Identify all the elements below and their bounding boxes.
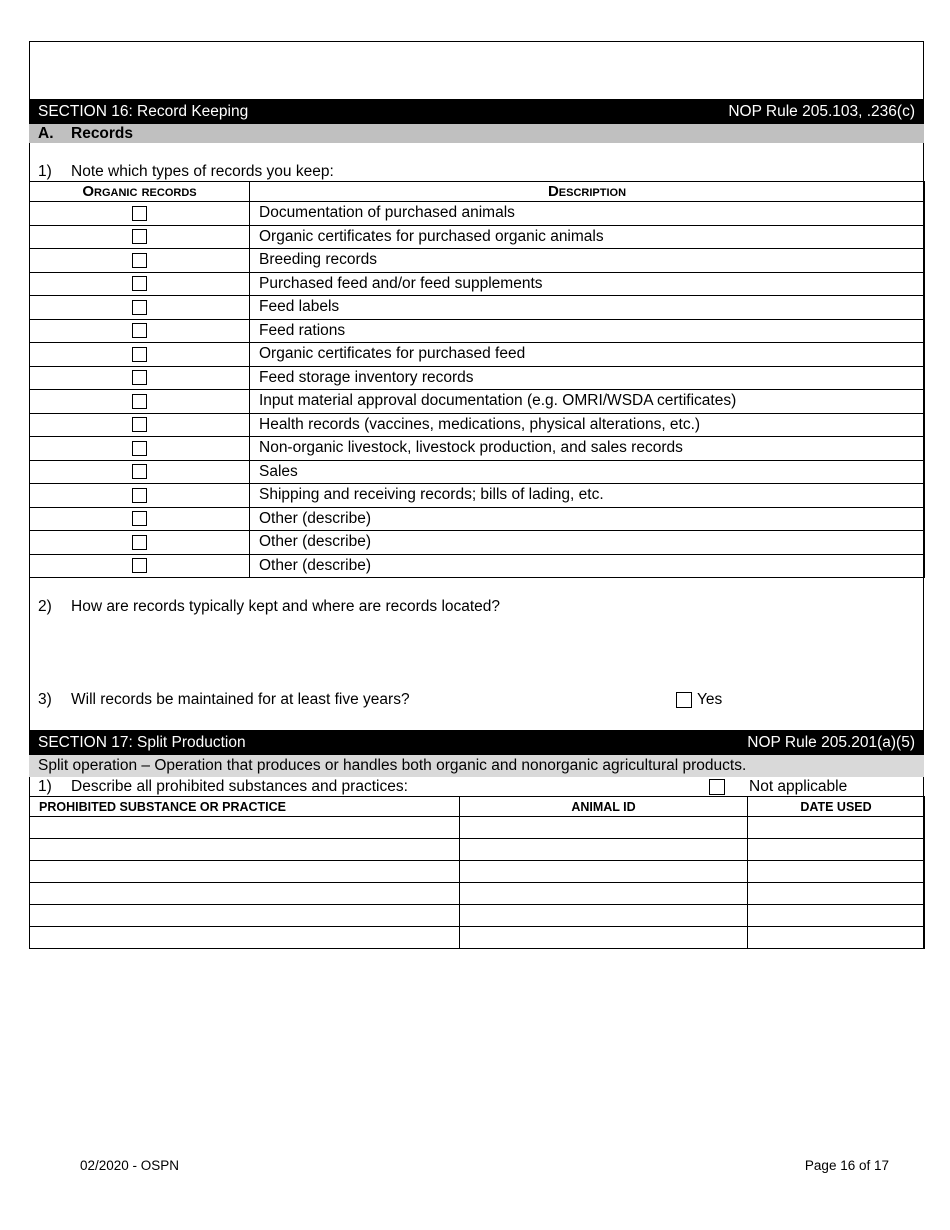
prohibited-substances-table xyxy=(29,796,925,949)
record-description: Feed rations xyxy=(250,319,925,343)
record-description: Non-organic livestock, livestock production, and sales records xyxy=(250,437,925,461)
record-row xyxy=(30,460,925,484)
record-checkbox[interactable] xyxy=(132,323,147,338)
record-row xyxy=(30,249,925,273)
prohibited-substance-cell[interactable] xyxy=(30,927,460,949)
split-question-1 xyxy=(38,778,408,796)
question-3-number: 3) xyxy=(38,691,52,708)
record-description: Feed storage inventory records xyxy=(250,366,925,390)
animal-id-cell[interactable] xyxy=(460,861,748,883)
record-checkbox[interactable] xyxy=(132,300,147,315)
record-checkbox[interactable] xyxy=(132,488,147,503)
record-checkbox[interactable] xyxy=(132,511,147,526)
records-sub-letter: A. xyxy=(38,124,54,142)
record-checkbox[interactable] xyxy=(132,464,147,479)
record-checkbox-cell xyxy=(30,554,250,578)
date-used-cell[interactable] xyxy=(748,927,925,949)
col-prohibited-substance: PROHIBITED SUBSTANCE OR PRACTICE xyxy=(30,797,460,817)
animal-id-cell[interactable] xyxy=(460,927,748,949)
prohibited-substance-cell[interactable] xyxy=(30,861,460,883)
prohibited-substance-cell[interactable] xyxy=(30,839,460,861)
records-table xyxy=(29,181,925,578)
footer-date: 02/2020 - OSPN xyxy=(80,1158,180,1173)
record-checkbox-cell xyxy=(30,484,250,508)
record-checkbox-cell xyxy=(30,343,250,367)
section-17-rule: NOP Rule 205.201(a)(5) xyxy=(747,733,915,751)
animal-id-cell[interactable] xyxy=(460,905,748,927)
section-16-title: SECTION 16: Record Keeping xyxy=(38,102,249,120)
record-row xyxy=(30,343,925,367)
prohibited-table-header xyxy=(30,797,925,817)
date-used-cell[interactable] xyxy=(748,905,925,927)
record-row xyxy=(30,225,925,249)
record-checkbox[interactable] xyxy=(132,206,147,221)
question-3-text: Will records be maintained for at least five years? xyxy=(71,691,410,708)
prohibited-row xyxy=(30,883,925,905)
section-17-title: SECTION 17: Split Production xyxy=(38,733,246,751)
record-checkbox[interactable] xyxy=(132,253,147,268)
record-checkbox-cell xyxy=(30,531,250,555)
footer-page-number: Page 16 of 17 xyxy=(804,1158,889,1173)
prohibited-row xyxy=(30,905,925,927)
record-checkbox-cell xyxy=(30,249,250,273)
record-checkbox-cell xyxy=(30,390,250,414)
record-checkbox[interactable] xyxy=(132,370,147,385)
records-table-body xyxy=(30,202,925,578)
date-used-cell[interactable] xyxy=(748,817,925,839)
record-description: Purchased feed and/or feed supplements xyxy=(250,272,925,296)
question-1 xyxy=(38,163,334,181)
prohibited-table-body xyxy=(30,817,925,949)
prohibited-substance-cell[interactable] xyxy=(30,883,460,905)
record-description: Other (describe) xyxy=(250,531,925,555)
prohibited-row xyxy=(30,861,925,883)
record-checkbox-cell xyxy=(30,366,250,390)
date-used-cell[interactable] xyxy=(748,883,925,905)
record-row xyxy=(30,319,925,343)
record-checkbox[interactable] xyxy=(132,276,147,291)
animal-id-cell[interactable] xyxy=(460,883,748,905)
not-applicable-checkbox[interactable] xyxy=(709,779,725,795)
five-years-yes-label: Yes xyxy=(697,691,723,708)
record-checkbox-cell xyxy=(30,437,250,461)
prohibited-row xyxy=(30,817,925,839)
record-checkbox-cell xyxy=(30,507,250,531)
record-description: Shipping and receiving records; bills of lading, etc. xyxy=(250,484,925,508)
section-16-header xyxy=(29,99,924,124)
animal-id-cell[interactable] xyxy=(460,839,748,861)
question-2-text: How are records typically kept and where are records located? xyxy=(71,598,501,615)
record-row xyxy=(30,507,925,531)
prohibited-substance-cell[interactable] xyxy=(30,905,460,927)
five-years-yes-option xyxy=(676,691,722,709)
record-row xyxy=(30,531,925,555)
record-row xyxy=(30,366,925,390)
record-checkbox-cell xyxy=(30,413,250,437)
question-1-text: Note which types of records you keep: xyxy=(71,163,334,180)
record-description: Documentation of purchased animals xyxy=(250,202,925,226)
record-checkbox-cell xyxy=(30,272,250,296)
prohibited-substance-cell[interactable] xyxy=(30,817,460,839)
question-2-number: 2) xyxy=(38,598,52,615)
record-description: Other (describe) xyxy=(250,507,925,531)
date-used-cell[interactable] xyxy=(748,839,925,861)
record-row xyxy=(30,413,925,437)
question-1-number: 1) xyxy=(38,163,52,180)
not-applicable-label: Not applicable xyxy=(749,778,848,795)
prohibited-row xyxy=(30,839,925,861)
record-description: Sales xyxy=(250,460,925,484)
col-organic-records: Organic records xyxy=(30,182,250,202)
record-row xyxy=(30,296,925,320)
col-description: Description xyxy=(250,182,925,202)
col-date-used: DATE USED xyxy=(748,797,925,817)
record-checkbox-cell xyxy=(30,296,250,320)
five-years-yes-checkbox[interactable] xyxy=(676,692,692,708)
record-row xyxy=(30,202,925,226)
record-description: Feed labels xyxy=(250,296,925,320)
record-description: Organic certificates for purchased feed xyxy=(250,343,925,367)
record-checkbox-cell xyxy=(30,202,250,226)
col-animal-id: ANIMAL ID xyxy=(460,797,748,817)
record-row xyxy=(30,272,925,296)
not-applicable-option xyxy=(709,778,847,796)
animal-id-cell[interactable] xyxy=(460,817,748,839)
record-row xyxy=(30,437,925,461)
record-row xyxy=(30,554,925,578)
records-table-header xyxy=(30,182,925,202)
split-question-1-number: 1) xyxy=(38,778,52,795)
record-description: Organic certificates for purchased organic animals xyxy=(250,225,925,249)
record-checkbox-cell xyxy=(30,319,250,343)
record-checkbox-cell xyxy=(30,460,250,484)
record-checkbox-cell xyxy=(30,225,250,249)
record-checkbox[interactable] xyxy=(132,394,147,409)
prohibited-row xyxy=(30,927,925,949)
section-17-header xyxy=(29,730,924,755)
record-description: Breeding records xyxy=(250,249,925,273)
record-checkbox[interactable] xyxy=(132,535,147,550)
records-subheader xyxy=(29,124,924,143)
record-description: Health records (vaccines, medications, physical alterations, etc.) xyxy=(250,413,925,437)
section-16-rule: NOP Rule 205.103, .236(c) xyxy=(728,102,915,120)
record-description: Other (describe) xyxy=(250,554,925,578)
record-checkbox[interactable] xyxy=(132,558,147,573)
record-checkbox[interactable] xyxy=(132,347,147,362)
record-description: Input material approval documentation (e.g. OMRI/WSDA certificates) xyxy=(250,390,925,414)
split-question-1-text: Describe all prohibited substances and practices: xyxy=(71,778,408,795)
records-sub-title: Records xyxy=(71,124,134,142)
record-checkbox[interactable] xyxy=(132,417,147,432)
question-3 xyxy=(38,691,410,709)
split-operation-definition: Split operation – Operation that produces or handles both organic and nonorganic agricultural products. xyxy=(29,755,924,777)
record-checkbox[interactable] xyxy=(132,441,147,456)
date-used-cell[interactable] xyxy=(748,861,925,883)
record-row xyxy=(30,390,925,414)
question-2 xyxy=(38,598,500,616)
record-checkbox[interactable] xyxy=(132,229,147,244)
record-row xyxy=(30,484,925,508)
